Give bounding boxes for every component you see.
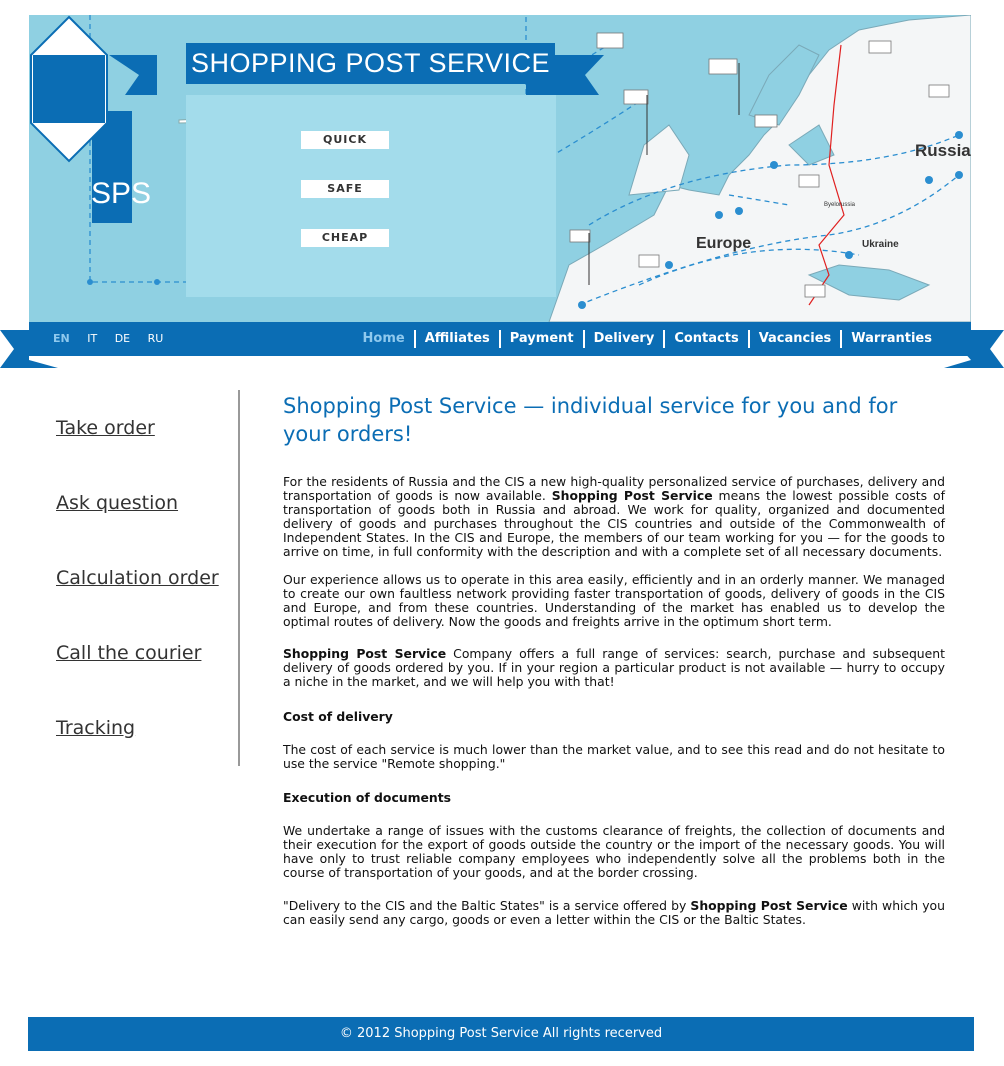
- map-label-ukraine: Ukraine: [862, 239, 899, 250]
- nav-delivery[interactable]: Delivery: [593, 331, 655, 346]
- header-banner: [29, 15, 971, 322]
- brand-name: Shopping Post Service: [283, 646, 447, 661]
- nav-payment[interactable]: Payment: [509, 331, 574, 346]
- sps-logo: [29, 15, 109, 163]
- nav-home[interactable]: Home: [362, 331, 405, 346]
- nav-menu: [354, 322, 941, 356]
- lang-ru[interactable]: RU: [147, 332, 164, 345]
- sidebar-link-take-order[interactable]: Take order: [56, 417, 155, 439]
- sidebar-link-tracking[interactable]: Tracking: [56, 717, 136, 739]
- paragraph-intro: For the residents of Russia and the CIS a new high-quality personalized service of purchases, delivery and transportation of goods is now available. Shopping Post Service means the lowest possible costs of transportation of goods both in Russia and abroad. We work for quality, organized and documented delivery of goods and purchases throughout the CIS countries and outside of the Commonwealth of Independent States. In the CIS and Europe, the members of our team working for you — for the goods to arrive on time, in full conformity with the description and with a complete set of all necessary documents.: [283, 474, 945, 559]
- page-title: Shopping Post Service — individual service for you and for your orders!: [283, 394, 898, 446]
- paragraph-experience: Our experience allows us to operate in this area easily, efficiently and in an orderly manner. We managed to create our own faultless network providing faster transportation of goods, delivery of goods in the CIS and Europe, and from these countries. Understanding of the market has enabled us to develop the optimal routes of delivery. Now the goods and freights arrive in the optimum short term.: [283, 572, 945, 629]
- sps-logo-text: SPS: [90, 177, 152, 210]
- tag-cheap: CHEAP: [301, 229, 389, 247]
- main-navigation: [29, 322, 971, 356]
- paragraph-cost: The cost of each service is much lower than the market value, and to see this read and do not hesitate to use the service "Remote shopping.": [283, 742, 945, 771]
- tag-safe: SAFE: [301, 180, 389, 198]
- lang-it[interactable]: IT: [87, 332, 98, 345]
- paragraph-company: Shopping Post Service Company offers a full range of services: search, purchase and subsequent delivery of goods ordered by you. If in your region a particular product is not available — hurry to occupy a niche in the market, and we will help you with that!: [283, 646, 945, 689]
- lang-en[interactable]: EN: [53, 332, 70, 345]
- map-label-byelorussia: Byelorussia: [824, 202, 856, 208]
- sidebar-link-ask-question[interactable]: Ask question: [56, 492, 179, 514]
- brand-name: Shopping Post Service: [551, 488, 713, 503]
- brand-name: Shopping Post Service: [690, 898, 848, 913]
- lang-de[interactable]: DE: [114, 332, 131, 345]
- nav-warranties[interactable]: Warranties: [851, 331, 932, 346]
- nav-contacts[interactable]: Contacts: [674, 331, 739, 346]
- footer: © 2012 Shopping Post Service All rights recerved: [28, 1017, 974, 1051]
- heading-cost-of-delivery: Cost of delivery: [283, 709, 393, 724]
- sidebar: [56, 390, 236, 765]
- language-switcher: [53, 322, 177, 356]
- tag-quick: QUICK: [301, 131, 389, 149]
- nav-affiliates[interactable]: Affiliates: [424, 331, 490, 346]
- map-label-europe: Europe: [696, 235, 752, 252]
- nav-vacancies[interactable]: Vacancies: [758, 331, 832, 346]
- paragraph-documents: We undertake a range of issues with the customs clearance of freights, the collection of documents and their execution for the export of goods outside the country or the import of the necessary goods. You will have only to trust reliable company employees who independently solve all the problems both in the course of transportation of your goods, and at the border crossing.: [283, 823, 945, 880]
- sidebar-link-call-courier[interactable]: Call the courier: [56, 642, 202, 664]
- sidebar-link-calculation-order[interactable]: Calculation order: [56, 567, 219, 589]
- sidebar-divider: [238, 390, 240, 766]
- banner-title: SHOPPING POST SERVICE: [186, 43, 555, 84]
- paragraph-delivery-cis: "Delivery to the CIS and the Baltic States" is a service offered by Shopping Post Service with which you can easily send any cargo, goods or even a letter within the CIS or the Baltic States.: [283, 898, 945, 927]
- map-label-russia: Russia: [915, 141, 971, 160]
- heading-execution-of-documents: Execution of documents: [283, 790, 452, 805]
- main-content: [283, 392, 945, 927]
